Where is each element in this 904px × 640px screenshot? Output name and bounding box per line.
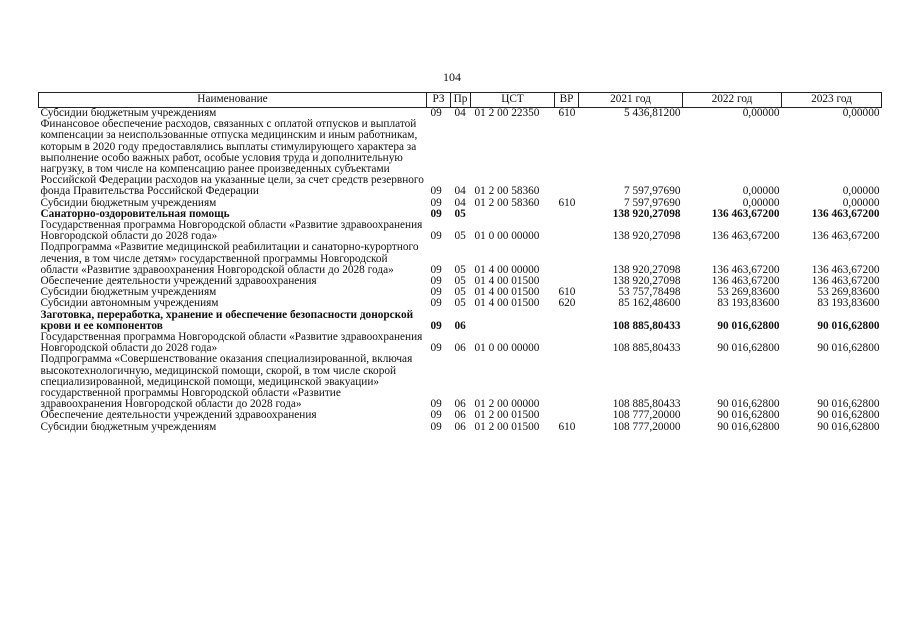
row-value-2022: 136 463,67200 xyxy=(711,230,780,243)
row-value-2023: 136 463,67200 xyxy=(811,230,880,243)
row-name: Государственная программа Новгородской области «Развитие здравоохранения Новгородской области до 2028 года» xyxy=(40,332,423,355)
table-row xyxy=(39,119,882,197)
table-row xyxy=(39,108,882,120)
row-value-2022: 90 016,62800 xyxy=(717,421,780,433)
row-vr: 610 xyxy=(558,421,576,433)
row-name: Субсидии бюджетным учреждениям xyxy=(40,287,217,299)
row-value-2022: 136 463,67200 xyxy=(711,208,780,220)
row-pr: 05 xyxy=(454,230,466,243)
row-pr: 04 xyxy=(454,107,466,119)
header-rz: РЗ xyxy=(427,93,451,108)
row-vr: 610 xyxy=(558,287,576,299)
row-value-2022: 136 463,67200 xyxy=(711,276,780,288)
row-value-2021: 5 436,81200 xyxy=(624,107,681,119)
row-value-2023: 90 016,62800 xyxy=(817,342,880,355)
row-rz: 09 xyxy=(430,230,442,243)
row-value-2022: 90 016,62800 xyxy=(717,342,780,355)
row-value-2021: 7 597,97690 xyxy=(624,185,681,198)
row-value-2022: 90 016,62800 xyxy=(717,319,780,332)
row-value-2023: 90 016,62800 xyxy=(817,410,880,422)
row-cst: 01 4 00 01500 xyxy=(474,298,540,310)
row-rz: 09 xyxy=(430,421,442,433)
row-rz: 09 xyxy=(430,263,442,276)
row-name: Субсидии бюджетным учреждениям xyxy=(40,197,217,209)
row-vr: 610 xyxy=(558,197,576,209)
row-vr xyxy=(555,209,579,220)
header-name: Наименование xyxy=(39,93,427,108)
row-value-2023: 53 269,83600 xyxy=(817,287,880,299)
row-name: Подпрограмма «Развитие медицинской реабилитации и санаторно-курортного лечения, в том числе детям» государственной программы Новгородской области «Развитие здравоохранения Новгородской области до 2028 года» xyxy=(40,242,419,276)
row-name: Субсидии бюджетным учреждениям xyxy=(40,421,217,433)
row-value-2022: 90 016,62800 xyxy=(717,410,780,422)
header-pr: Пр xyxy=(451,93,471,108)
row-value-2021: 138 920,27098 xyxy=(612,276,681,288)
row-vr xyxy=(555,332,579,354)
row-name: Государственная программа Новгородской области «Развитие здравоохранения Новгородской области до 2028 года» xyxy=(40,220,423,243)
row-rz: 09 xyxy=(430,208,442,220)
row-cst xyxy=(471,209,555,220)
row-value-2023: 0,00000 xyxy=(842,185,880,198)
row-value-2022: 0,00000 xyxy=(742,107,780,119)
row-cst: 01 2 00 58360 xyxy=(474,197,540,209)
row-value-2021: 108 885,80433 xyxy=(612,342,681,355)
row-rz: 09 xyxy=(430,342,442,355)
row-name: Подпрограмма «Совершенствование оказания специализированной, включая высокотехнологичную, медицинской помощи, скорой, в том числе скорой специализированной, медицинской помощи, медицинской эвакуации» государственной программы Новгородской области «Развитие здравоохранения Новгородской области до 2028 года» xyxy=(40,354,413,411)
row-pr: 06 xyxy=(454,398,466,411)
row-pr: 06 xyxy=(454,342,466,355)
row-vr xyxy=(555,310,579,332)
table-row xyxy=(39,242,882,276)
row-cst: 01 2 00 01500 xyxy=(474,421,540,433)
row-value-2022: 0,00000 xyxy=(742,185,780,198)
budget-table xyxy=(38,92,882,433)
row-rz: 09 xyxy=(430,298,442,310)
header-vr: ВР xyxy=(555,93,579,108)
row-value-2022: 83 193,83600 xyxy=(717,298,780,310)
row-rz: 09 xyxy=(430,276,442,288)
row-value-2023: 136 463,67200 xyxy=(811,208,880,220)
row-value-2021: 108 777,20000 xyxy=(612,421,681,433)
row-value-2023: 90 016,62800 xyxy=(817,398,880,411)
row-cst: 01 4 00 01500 xyxy=(474,287,540,299)
row-pr: 05 xyxy=(454,263,466,276)
row-pr: 06 xyxy=(454,410,466,422)
row-cst: 01 2 00 58360 xyxy=(474,185,540,198)
table-row xyxy=(39,310,882,332)
table-row xyxy=(39,298,882,309)
row-pr: 06 xyxy=(454,319,466,332)
row-value-2023: 83 193,83600 xyxy=(817,298,880,310)
row-value-2021: 108 777,20000 xyxy=(612,410,681,422)
page-number: 104 xyxy=(443,70,461,84)
row-value-2021: 138 920,27098 xyxy=(612,263,681,276)
row-value-2021: 138 920,27098 xyxy=(612,208,681,220)
row-pr: 04 xyxy=(454,197,466,209)
row-vr: 620 xyxy=(558,298,576,310)
row-pr: 04 xyxy=(454,185,466,198)
row-value-2022: 136 463,67200 xyxy=(711,263,780,276)
row-cst xyxy=(471,310,555,332)
table-row xyxy=(39,332,882,354)
row-cst: 01 4 00 01500 xyxy=(474,276,540,288)
row-rz: 09 xyxy=(430,197,442,209)
row-name: Санаторно-оздоровительная помощь xyxy=(40,208,230,220)
row-name: Заготовка, переработка, хранение и обеспечение безопасности донорской крови и ее компонентов xyxy=(40,309,414,332)
header-2021: 2021 год xyxy=(579,93,683,108)
row-vr xyxy=(555,119,579,197)
table-row xyxy=(39,354,882,410)
table-row xyxy=(39,410,882,421)
row-cst: 01 2 00 22350 xyxy=(474,107,540,119)
row-rz: 09 xyxy=(430,319,442,332)
row-vr xyxy=(555,276,579,287)
row-cst: 01 0 00 00000 xyxy=(474,230,540,243)
row-vr: 610 xyxy=(558,107,576,119)
table-header-row xyxy=(39,93,882,108)
row-rz: 09 xyxy=(430,107,442,119)
table-row xyxy=(39,220,882,242)
row-vr xyxy=(555,242,579,276)
row-rz: 09 xyxy=(430,410,442,422)
row-value-2022: 0,00000 xyxy=(742,197,780,209)
row-cst: 01 0 00 00000 xyxy=(474,342,540,355)
table-row xyxy=(39,287,882,298)
row-value-2023: 90 016,62800 xyxy=(817,421,880,433)
row-value-2023: 136 463,67200 xyxy=(811,263,880,276)
row-rz: 09 xyxy=(430,287,442,299)
row-value-2022: 53 269,83600 xyxy=(717,287,780,299)
row-rz: 09 xyxy=(430,185,442,198)
row-value-2023: 0,00000 xyxy=(842,107,880,119)
row-value-2021: 108 885,80433 xyxy=(612,398,681,411)
header-2022: 2022 год xyxy=(683,93,782,108)
table-row xyxy=(39,422,882,433)
row-name: Субсидии бюджетным учреждениям xyxy=(40,107,217,119)
row-value-2022: 90 016,62800 xyxy=(717,398,780,411)
row-name: Обеспечение деятельности учреждений здравоохранения xyxy=(40,410,317,422)
row-value-2021: 53 757,78498 xyxy=(618,287,681,299)
row-pr: 05 xyxy=(454,276,466,288)
table-row xyxy=(39,198,882,209)
row-pr: 05 xyxy=(454,287,466,299)
row-value-2023: 136 463,67200 xyxy=(811,276,880,288)
row-name: Субсидии автономным учреждениям xyxy=(40,298,219,310)
row-pr: 05 xyxy=(454,208,466,220)
table-row xyxy=(39,276,882,287)
header-cst: ЦСТ xyxy=(471,93,555,108)
row-cst: 01 2 00 00000 xyxy=(474,398,540,411)
row-value-2021: 138 920,27098 xyxy=(612,230,681,243)
row-value-2021: 85 162,48600 xyxy=(618,298,681,310)
row-vr xyxy=(555,354,579,410)
table-row xyxy=(39,209,882,220)
row-cst: 01 4 00 00000 xyxy=(474,263,540,276)
row-name: Обеспечение деятельности учреждений здравоохранения xyxy=(40,276,317,288)
row-vr xyxy=(555,220,579,242)
row-vr xyxy=(555,410,579,421)
row-pr: 06 xyxy=(454,421,466,433)
row-cst: 01 2 00 01500 xyxy=(474,410,540,422)
header-2023: 2023 год xyxy=(782,93,882,108)
row-pr: 05 xyxy=(454,298,466,310)
row-name: Финансовое обеспечение расходов, связанных с оплатой отпусков и выплатой компенсации за неиспользованные отпуска медицинским и иным работникам, которым в 2020 году предоставлялись выплаты стимулирующего характера за выполнение особо важных работ, особые условия труда и дополнительную нагрузку, в том числе на компенсацию ранее произведенных субъектами Российской Федерации расходов на указанные цели, за счет средств резервного фонда Правительства Российской Федерации xyxy=(40,119,424,198)
row-rz: 09 xyxy=(430,398,442,411)
row-value-2021: 7 597,97690 xyxy=(624,197,681,209)
row-value-2023: 0,00000 xyxy=(842,197,880,209)
row-value-2023: 90 016,62800 xyxy=(817,319,880,332)
row-value-2021: 108 885,80433 xyxy=(612,319,681,332)
